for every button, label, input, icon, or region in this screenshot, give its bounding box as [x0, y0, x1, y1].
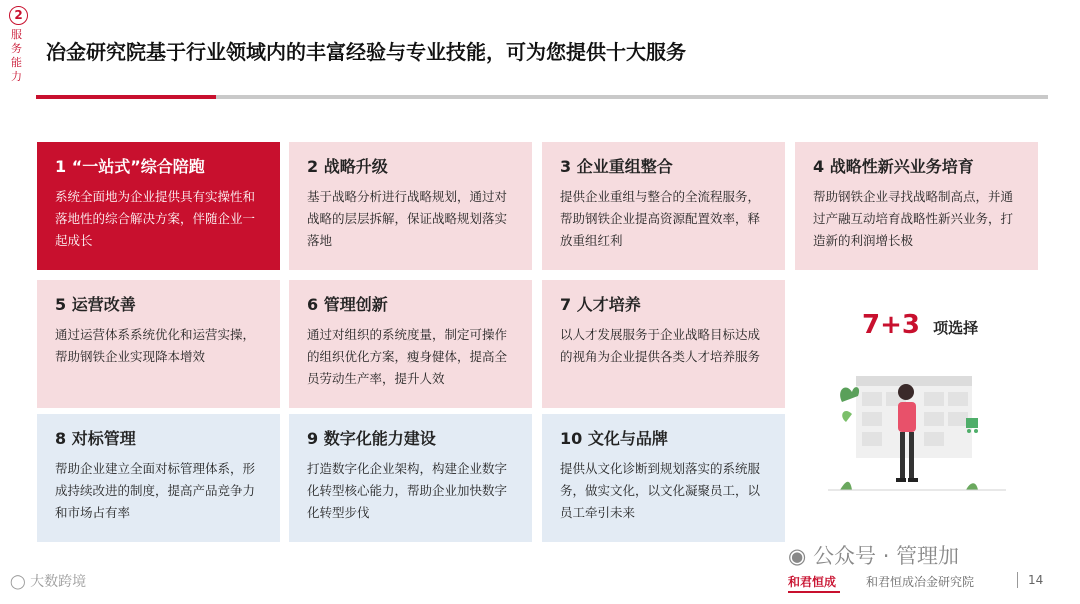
- service-title: 9 数字化能力建设: [307, 429, 436, 448]
- service-title: 4 战略性新兴业务培育: [813, 157, 974, 176]
- service-title: 6 管理创新: [307, 295, 388, 314]
- service-card-5: [37, 280, 280, 408]
- weibo-icon: ◯: [10, 574, 26, 590]
- service-title: 5 运营改善: [55, 295, 136, 314]
- service-card-3: [542, 142, 785, 270]
- service-desc: 提供企业重组与整合的全流程服务，帮助钢铁企业提高资源配置效率，释放重组红利: [560, 189, 761, 248]
- service-title: 10 文化与品牌: [560, 429, 668, 448]
- service-card-1: [37, 142, 280, 270]
- page-title: 冶金研究院基于行业领域内的丰富经验与专业技能，可为您提供十大服务: [46, 40, 686, 64]
- section-number: 2: [9, 6, 28, 25]
- service-card-6: [289, 280, 532, 408]
- choice-text: 项选择: [933, 319, 979, 337]
- section-tag: [8, 6, 30, 84]
- service-card-10: [542, 414, 785, 542]
- wechat-icon: ◉: [788, 544, 807, 568]
- watermark-left-text: 大数跨境: [30, 574, 87, 590]
- service-title: 7 人才培养: [560, 295, 641, 314]
- service-desc: 通过对组织的系统度量，制定可操作的组织优化方案，瘦身健体，提高全员劳动生产率，提升人效: [307, 327, 508, 386]
- service-desc: 帮助钢铁企业寻找战略制高点，并通过产融互动培育战略性新兴业务，打造新的利润增长极: [813, 189, 1014, 248]
- service-desc: 通过运营体系系统优化和运营实操，帮助钢铁企业实现降本增效: [55, 327, 256, 364]
- service-card-8: [37, 414, 280, 542]
- choice-summary: [862, 310, 978, 340]
- watermark-left: [10, 571, 86, 591]
- service-desc: 打造数字化企业架构，构建企业数字化转型核心能力，帮助企业加快数字化转型步伐: [307, 461, 508, 520]
- footer-divider: [1017, 572, 1018, 588]
- service-desc: 帮助企业建立全面对标管理体系，形成持续改进的制度，提高产品竞争力和市场占有率: [55, 461, 256, 520]
- service-title: 2 战略升级: [307, 157, 388, 176]
- service-card-2: [289, 142, 532, 270]
- watermark-right-text: 公众号 · 管理加: [813, 544, 960, 568]
- service-card-9: [289, 414, 532, 542]
- choice-number: 7+3: [862, 310, 920, 340]
- footer-org: 和君恒成冶金研究院: [866, 575, 975, 589]
- section-label: 服务能力: [11, 28, 22, 83]
- service-title: 3 企业重组整合: [560, 157, 673, 176]
- page-number: 14: [1028, 573, 1044, 587]
- woman-shopping-illustration-icon: [828, 362, 1006, 502]
- service-card-7: [542, 280, 785, 408]
- service-desc: 系统全面地为企业提供具有实操性和落地性的综合解决方案，伴随企业一起成长: [55, 189, 256, 248]
- hejun-hengcheng-logo-icon: [788, 572, 844, 598]
- service-desc: 提供从文化诊断到规划落实的系统服务，做实文化，以文化凝聚员工，以员工牵引未来: [560, 461, 761, 520]
- service-card-4: [795, 142, 1038, 270]
- title-divider-accent: [36, 95, 216, 99]
- brand-logo-text: 和君恒成: [788, 575, 837, 589]
- service-desc: 基于战略分析进行战略规划，通过对战略的层层拆解，保证战略规划落实落地: [307, 189, 508, 248]
- watermark-right: [788, 540, 959, 570]
- service-title: 8 对标管理: [55, 429, 136, 448]
- service-desc: 以人才发展服务于企业战略目标达成的视角为企业提供各类人才培养服务: [560, 327, 761, 364]
- service-title: 1 “一站式”综合陪跑: [55, 157, 205, 176]
